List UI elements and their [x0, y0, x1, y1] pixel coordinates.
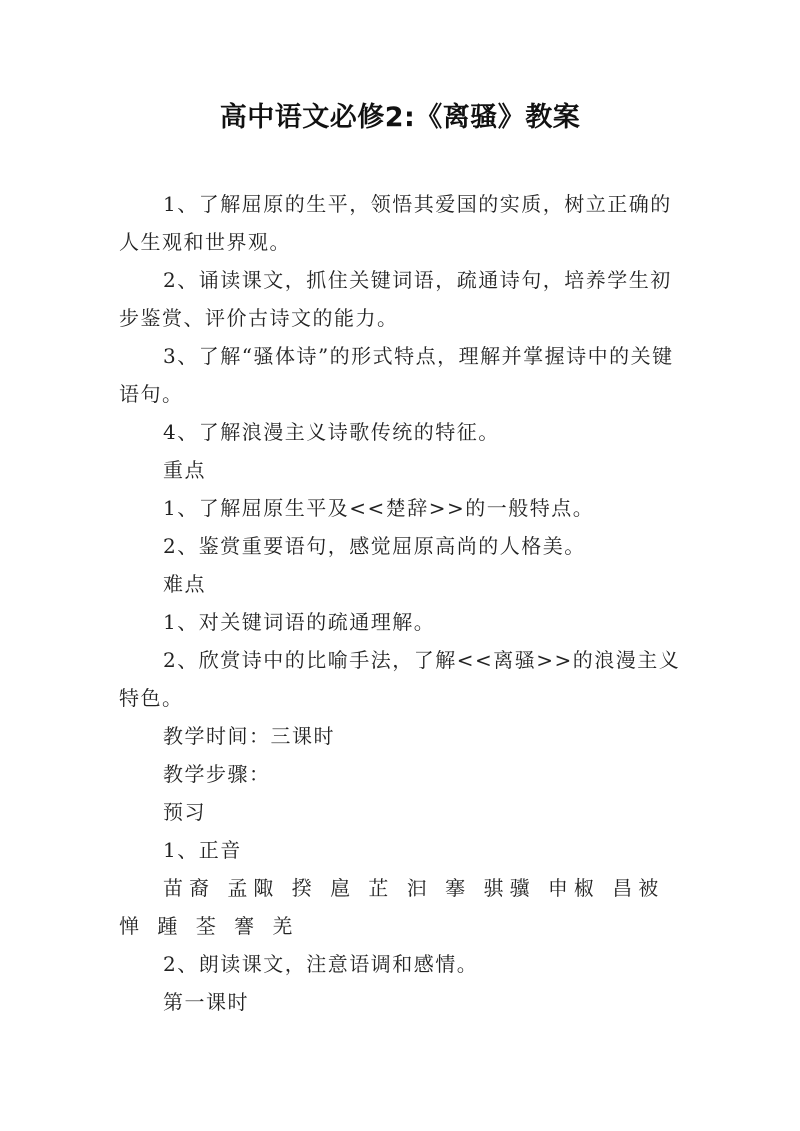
difficulty-1: 1、对关键词语的疏通理解。	[163, 610, 436, 634]
pronunciation-word-list: 苗裔 孟陬 揆 扈 芷 汩 搴 骐骥 申椒 昌被 惮 踵 荃 謇 羌	[119, 876, 665, 938]
preview-step-2: 2、朗读课文，注意语调和感情。	[163, 952, 479, 976]
document-body	[119, 185, 691, 1021]
section-heading-preview: 预习	[163, 800, 206, 824]
key-point-2: 2、鉴赏重要语句，感觉屈原高尚的人格美。	[163, 534, 586, 558]
teaching-steps: 教学步骤：	[163, 762, 271, 786]
objective-4: 4、了解浪漫主义诗歌传统的特征。	[163, 420, 500, 444]
difficulty-2: 2、欣赏诗中的比喻手法，了解<<离骚>>的浪漫主义特色。	[119, 648, 681, 710]
key-point-1: 1、了解屈原生平及<<楚辞>>的一般特点。	[163, 496, 595, 520]
section-heading-key-points: 重点	[163, 458, 206, 482]
teaching-time: 教学时间：三课时	[163, 724, 335, 748]
section-heading-difficulties: 难点	[163, 572, 206, 596]
objective-3: 3、了解“骚体诗”的形式特点，理解并掌握诗中的关键语句。	[119, 344, 674, 406]
document-title: 高中语文必修2:《离骚》教案	[219, 102, 581, 133]
objective-2: 2、诵读课文，抓住关键词语，疏通诗句，培养学生初步鉴赏、评价古诗文的能力。	[119, 268, 672, 330]
section-heading-first-lesson: 第一课时	[163, 990, 249, 1014]
preview-step-1: 1、正音	[163, 838, 242, 862]
objective-1: 1、了解屈原的生平，领悟其爱国的实质，树立正确的人生观和世界观。	[119, 192, 672, 254]
